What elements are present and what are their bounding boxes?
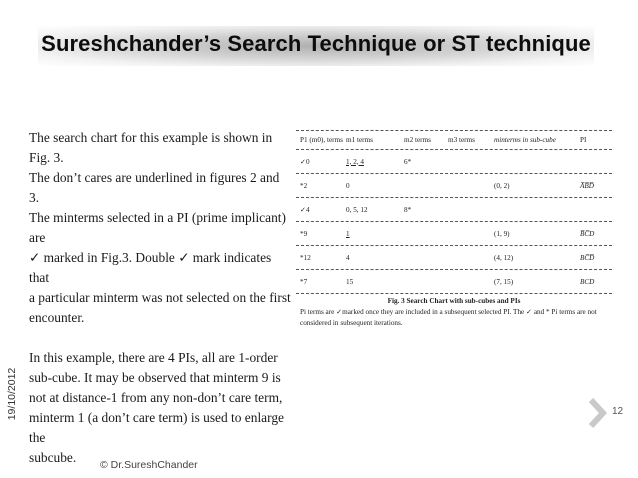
header-m3: m3 terms bbox=[448, 136, 475, 144]
cell-m1: 0 bbox=[346, 181, 350, 190]
table-row bbox=[296, 270, 612, 293]
body-line: ✓ marked in Fig.3. Double ✓ mark indicates that bbox=[29, 250, 272, 285]
header-m1: m1 terms bbox=[346, 136, 373, 144]
table-row bbox=[296, 150, 612, 173]
search-chart-table bbox=[296, 130, 612, 338]
cell-subcube: (1, 9) bbox=[494, 229, 510, 238]
footer-copyright: © Dr.SureshChander bbox=[100, 459, 198, 471]
header-m2: m2 terms bbox=[404, 136, 431, 144]
cell-pi: BCD bbox=[580, 277, 595, 286]
header-subcube: minterms in sub-cube bbox=[494, 136, 556, 144]
body-line: sub-cube. It may be observed that minterm 9 is bbox=[29, 370, 281, 385]
body-line: In this example, there are 4 PIs, all are 1-order bbox=[29, 350, 278, 365]
figure-caption: Fig. 3 Search Chart with sub-cubes and PIs bbox=[387, 297, 521, 305]
cell-subcube: (0, 2) bbox=[494, 181, 510, 190]
header-p1: P1 (m0), terms bbox=[300, 136, 343, 144]
body-line: subcube. bbox=[29, 450, 77, 465]
cell-pi: A̅B̅D̅ bbox=[580, 181, 594, 190]
cell-p1: ✓4 bbox=[300, 206, 310, 214]
body-line: The search chart for this example is shown in Fig. 3. bbox=[29, 130, 273, 165]
cell-pi: BC̅D̅ bbox=[580, 253, 595, 262]
table-row bbox=[296, 246, 612, 269]
header-pi: PI bbox=[580, 136, 587, 144]
figure-note: Pi terms are ✓marked once they are included in a subsequent selected PI. The ✓ and * Pi terms are not considered in subsequent iterations. bbox=[300, 308, 597, 327]
cell-m1: 15 bbox=[346, 277, 354, 286]
body-line: encounter. bbox=[29, 310, 85, 325]
cell-m1: 4 bbox=[346, 253, 350, 262]
cell-p1: *7 bbox=[300, 277, 308, 286]
cell-p1: ✓0 bbox=[300, 158, 310, 166]
page-number: 12 bbox=[612, 406, 624, 417]
table-header-row bbox=[296, 131, 612, 149]
cell-subcube: (7, 15) bbox=[494, 277, 514, 286]
body-line: a particular minterm was not selected on the first bbox=[29, 290, 291, 305]
next-chevron-icon[interactable] bbox=[586, 398, 608, 428]
table-row bbox=[296, 198, 612, 221]
body-text bbox=[29, 128, 291, 468]
table-row bbox=[296, 174, 612, 197]
table-row bbox=[296, 222, 612, 245]
title-banner bbox=[38, 26, 594, 66]
cell-m1: 0, 5, 12 bbox=[346, 205, 368, 214]
cell-p1: *9 bbox=[300, 229, 308, 238]
body-line: The minterms selected in a PI (prime implicant) are bbox=[29, 210, 286, 245]
body-line: minterm 1 (a don’t care term) is used to enlarge the bbox=[29, 410, 284, 445]
cell-m1: 1 bbox=[346, 229, 350, 238]
body-line: not at distance-1 from any non-don’t care term, bbox=[29, 390, 283, 405]
slide-title: Sureshchander’s Search Technique or ST technique bbox=[41, 31, 591, 56]
cell-m2: 6* bbox=[404, 157, 412, 166]
body-line: The don’t cares are underlined in figures 2 and 3. bbox=[29, 170, 280, 205]
cell-subcube: (4, 12) bbox=[494, 253, 514, 262]
cell-pi: B̅C̅D bbox=[580, 229, 595, 238]
cell-p1: *2 bbox=[300, 181, 308, 190]
cell-p1: *12 bbox=[300, 253, 311, 262]
slide-date: 19/10/2012 bbox=[6, 367, 18, 421]
cell-m1: 1, 2, 4 bbox=[346, 157, 364, 166]
cell-m2: 8* bbox=[404, 205, 412, 214]
